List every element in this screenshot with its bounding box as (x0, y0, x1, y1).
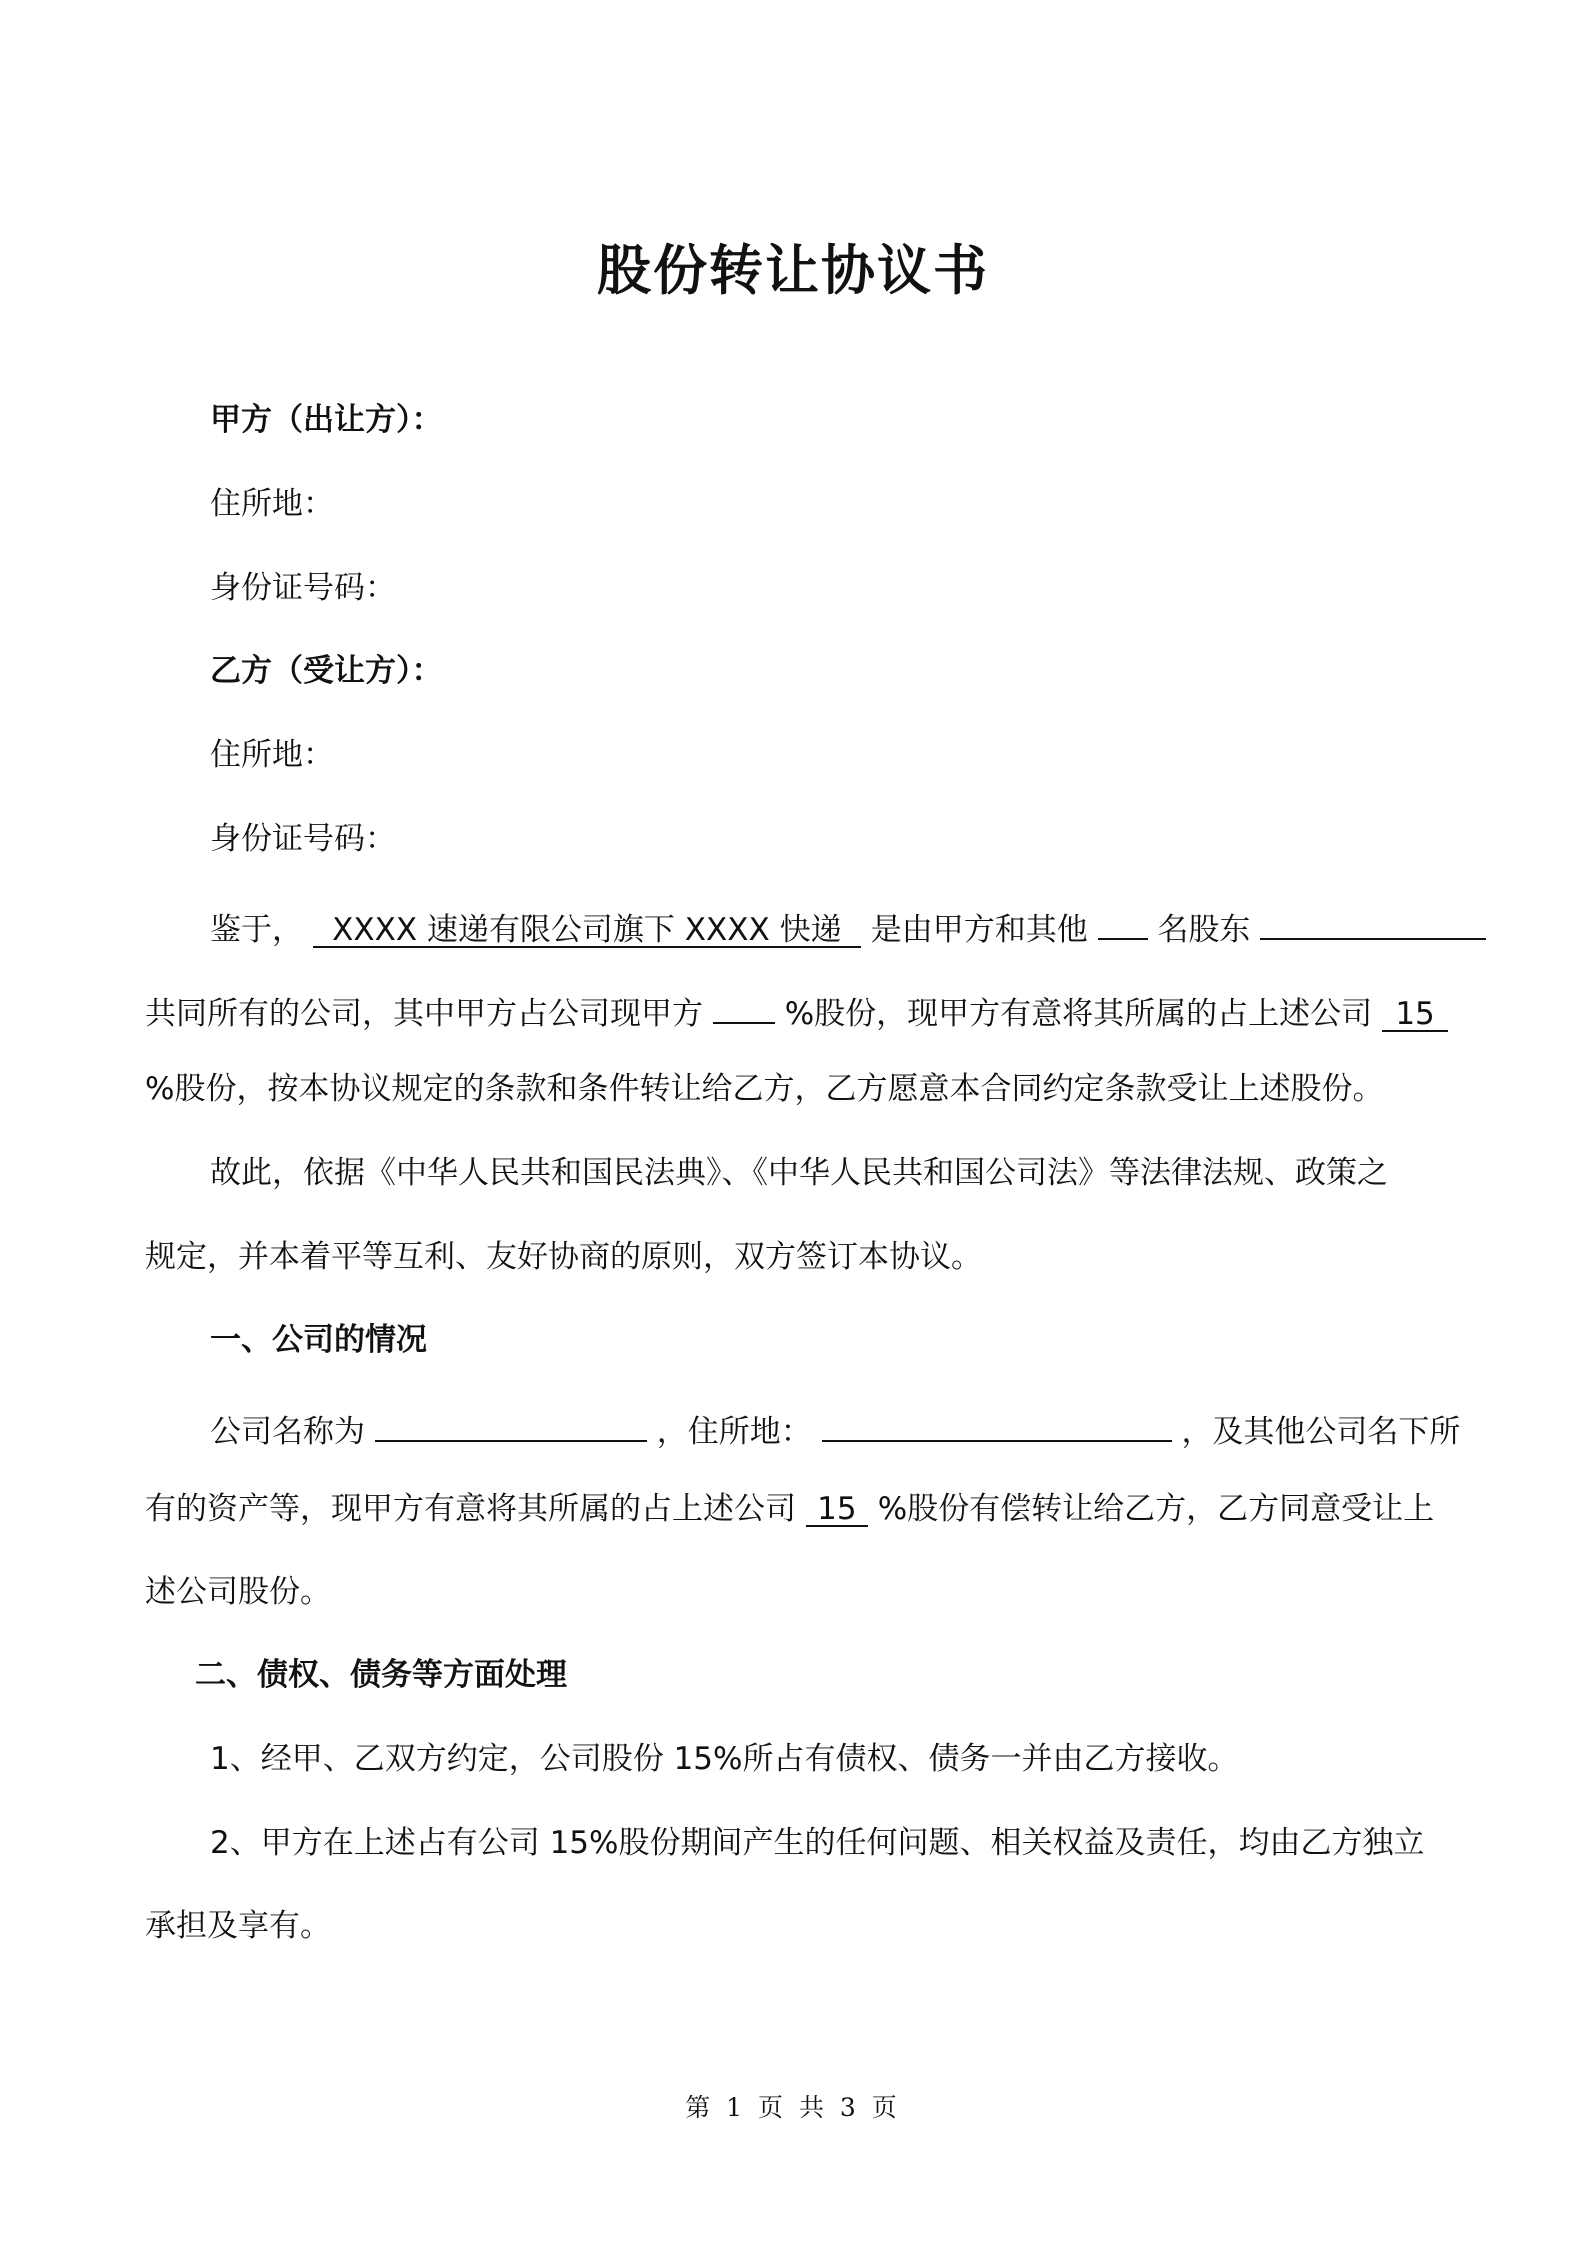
section-1-line-2 (145, 1487, 1434, 1531)
recital-shareholders: 名股东 (1157, 912, 1251, 948)
recital-line-3: %股份，按本协议规定的条款和条件转让给乙方，乙方愿意本合同约定条款受让上述股份。 (145, 1071, 1384, 1107)
party-a-address-label: 住所地： (210, 486, 334, 522)
party-b-address-label: 住所地： (210, 737, 334, 773)
shareholder-names-blank (1260, 900, 1486, 940)
section-1-percent-fill: 15 (806, 1487, 868, 1527)
basis-line-1: 故此，依据《中华人民共和国民法典》、《中华人民共和国公司法》等法律法规、政策之 (210, 1155, 1388, 1191)
recital-line-1 (210, 900, 1486, 952)
party-b-id-label: 身份证号码： (210, 821, 396, 857)
section-1-line-3: 述公司股份。 (145, 1574, 331, 1610)
section-2-heading: 二、债权、债务等方面处理 (195, 1657, 567, 1693)
recital-intent: %股份，现甲方有意将其所属的占上述公司 (784, 996, 1373, 1032)
shareholder-count-blank (1098, 900, 1148, 940)
recital-middle: 是由甲方和其他 (870, 912, 1088, 948)
party-a-heading: 甲方（出让方）： (210, 402, 443, 438)
party-a-id-label: 身份证号码： (210, 570, 396, 606)
company-address-blank (822, 1402, 1172, 1442)
company-name-blank (375, 1402, 647, 1442)
company-address-label: ，住所地： (656, 1414, 812, 1450)
page-footer: 第 1 页 共 3 页 (685, 2093, 901, 2122)
section-1-transfer: %股份有偿转让给乙方，乙方同意受让上 (877, 1491, 1435, 1527)
transfer-percent-fill: 15 (1382, 992, 1448, 1032)
recital-line-2 (145, 984, 1448, 1036)
document-title: 股份转让协议书 (597, 239, 989, 302)
recital-ownership: 共同所有的公司，其中甲方占公司现甲方 (145, 996, 703, 1032)
recital-prefix: 鉴于， (210, 912, 303, 948)
party-b-heading: 乙方（受让方）： (210, 653, 443, 689)
section-1-heading: 一、公司的情况 (210, 1322, 427, 1358)
section-1-intent: 有的资产等，现甲方有意将其所属的占上述公司 (145, 1491, 796, 1527)
basis-line-2: 规定，并本着平等互利、友好协商的原则，双方签订本协议。 (145, 1239, 982, 1275)
party-a-percent-blank (713, 984, 775, 1024)
company-name-label: 公司名称为 (210, 1414, 365, 1450)
section-2-item-1: 1、经甲、乙双方约定，公司股份 15%所占有债权、债务一并由乙方接收。 (210, 1741, 1239, 1777)
section-2-item-2-line-1: 2、甲方在上述占有公司 15%股份期间产生的任何问题、相关权益及责任，均由乙方独立 (210, 1825, 1425, 1861)
section-1-assets: ，及其他公司名下所 (1181, 1414, 1461, 1450)
section-2-item-2-line-2: 承担及享有。 (145, 1908, 331, 1944)
section-1-line-1 (210, 1402, 1460, 1454)
company-name-fill: XXXX 速递有限公司旗下 XXXX 快递 (313, 908, 861, 948)
